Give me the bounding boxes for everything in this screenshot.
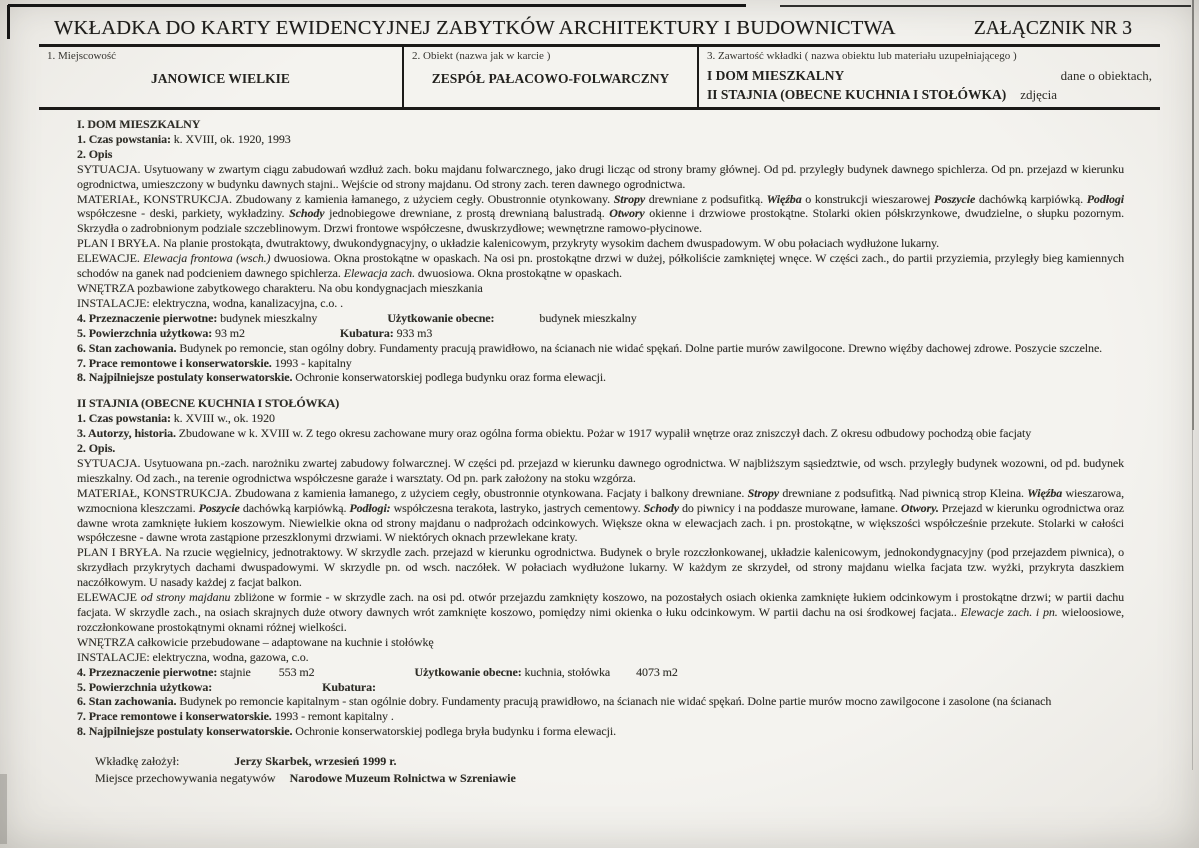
text-run: 1. Czas powstania:: [77, 131, 171, 146]
header-fields: [39, 47, 1160, 110]
field-zawartosc: [699, 47, 1160, 107]
text-run: Zbudowane w k. XVIII w. Z tego okresu zachowane mury oraz ogólna forma obiektu. Pożar w 1917 wypalił wnętrze oraz zniszczył dach. Z okresu odbudowy pochodzą obie facjaty: [175, 426, 1032, 441]
text-run: 8. Najpilniejsze postulaty konserwatorskie.: [77, 724, 293, 739]
text-run: Podłogi:: [349, 500, 391, 515]
scan-edge-artifact: [780, 5, 1191, 7]
section-1-heading: [77, 117, 1124, 132]
text-run: 7. Prace remontowe i konserwatorskie.: [77, 709, 272, 724]
field-label: 1. Miejscowość: [47, 50, 117, 62]
field-miejscowosc: [39, 47, 404, 107]
text-run: Budynek po remoncie kapitalnym - stan ogólnie dobry. Fundamenty pracują prawidłowo, na ścianach nie widać spękań. Dolne partie murów mocno zawilgocone i zasolone (na ścianach: [176, 694, 1052, 709]
scan-edge-artifact: [8, 4, 746, 7]
prace-remontowe-1: [77, 356, 1124, 371]
text-run: MATERIAŁ, KONSTRUKCJA. Zbudowany z kamienia łamanego, z użyciem cegły. Obustronnie otynkowany.: [77, 191, 614, 206]
text-run: wieloosiowe, rozczłonkowane prostokątnymi oknami różnej wielkości.: [77, 605, 1125, 634]
zawartosc-row-1: [707, 68, 1152, 84]
tab-spacer: [245, 336, 340, 337]
postulaty-2: [77, 724, 1124, 739]
text-run: Poszycie: [933, 191, 976, 206]
instalacje-1: [77, 296, 1124, 311]
text-run: SYTUACJA. Usytuowany w zwartym ciągu zabudowań wzdłuż zach. boku majdanu folwarcznego, jako drugi licząc od strony bramy głównej. Od pd. przyległy budynek dawnego spichlerza. Od pn. przejazd w kierunku ogrodnictwa, umieszczony w budynku dawnych stajni.. Wejście od strony majdanu. Od strony zach. teren dawnego ogrodnictwa.: [77, 161, 1124, 191]
text-run: wieszarowa, wzmocniona kleszczami.: [77, 485, 1124, 515]
text-run: budynek mieszkalny: [217, 310, 318, 325]
text-run: Więźba: [766, 191, 802, 206]
text-run: WNĘTRZA pozbawione zabytkowego charakteru. Na obu kondygnacjach mieszkania: [77, 280, 483, 295]
text-run: kuchnia, stołówka: [521, 664, 611, 679]
card-frame: [39, 0, 1160, 786]
text-run: 5. Powierzchnia użytkowa:: [77, 679, 213, 694]
text-run: 7. Prace remontowe i konserwatorskie.: [77, 355, 272, 370]
tab-spacer: [179, 764, 234, 765]
czas-powstania-1: [77, 132, 1124, 147]
text-run: Przejazd w kierunku ogrodnictwa oraz dawne wrota zamknięte łukiem koszowym. Niewielkie okna od strony majdanu o nadprożach odcinkowych. Większe okna w elewacjach zach. i pn. prostokątne, w większości współcześnie przekute. Stolarki w całości współczesne - dawne wrota zastąpione przeszklonymi drzwiami. W niektórych oknach przewlekane kraty.: [77, 500, 1124, 545]
text-run: do piwnicy i na poddasze murowane, łamane.: [678, 500, 901, 515]
text-run: 933 m3: [393, 325, 433, 340]
tab-spacer: [610, 675, 636, 676]
tab-spacer: [494, 321, 539, 322]
text-run: 6. Stan zachowania.: [77, 694, 177, 709]
text-run: II STAJNIA (OBECNE KUCHNIA I STOŁÓWKA): [77, 396, 340, 411]
text-run: Schody: [643, 500, 679, 515]
text-run: Kubatura:: [322, 679, 376, 694]
material-konstrukcja-2: [77, 486, 1124, 546]
powierzchnia-1: [77, 326, 1124, 341]
text-run: 4073 m2: [636, 664, 678, 679]
text-run: WNĘTRZA całkowicie przebudowane – adaptowane na kuchnie i stołówkę: [77, 634, 434, 649]
text-run: Stropy: [747, 485, 779, 500]
object-name: I DOM MIESZKALNY: [707, 68, 845, 83]
text-run: Narodowe Muzeum Rolnictwa w Szreniawie: [289, 770, 516, 785]
prace-remontowe-2: [77, 709, 1124, 724]
text-run: stajnie: [217, 664, 251, 679]
text-run: drewniane z podsufitką. Nad piwnicą strop Kleina.: [779, 485, 1028, 500]
plan-bryla-2: [77, 545, 1124, 590]
document-body: [77, 117, 1124, 739]
opis-2-heading: [77, 441, 1124, 456]
text-run: 1993 - remont kapitalny .: [271, 709, 394, 724]
text-run: Ochronie konserwatorskiej podlega bryła budynku i forma elewacji.: [292, 724, 617, 739]
plan-bryla-1: [77, 236, 1124, 251]
text-run: 6. Stan zachowania.: [77, 340, 177, 355]
document-footer: [95, 753, 1124, 786]
text-run: 2. Opis: [77, 146, 113, 161]
scan-edge-artifact: [0, 774, 7, 844]
text-run: 1. Czas powstania:: [77, 411, 171, 426]
page-title: WKŁADKA DO KARTY EWIDENCYJNEJ ZABYTKÓW ARCHITEKTURY I BUDOWNICTWA: [54, 17, 896, 39]
elewacje-2: [77, 590, 1124, 635]
text-run: Kubatura:: [339, 325, 394, 340]
text-run: Użytkowanie obecne:: [387, 310, 495, 325]
title-bar: [39, 0, 1160, 47]
postulaty-1: [77, 370, 1124, 385]
object-name: II STAJNIA (OBECNE KUCHNIA I STOŁÓWKA): [707, 87, 1007, 102]
footer-author: [95, 753, 1124, 770]
text-run: zbliżone w formie - w skrzydle zach. na osi pd. otwór przejazdu zamknięty koszowo, na pozostałych osiach okienka zamknięte łukiem odcinkowym i prostokątne drzwi; w partii dachu facjata. W skrzydle zach., na osiach skrajnych duże otwory dawnych wrót zamknięte koszowo, pomiędzy nimi okienka o łuku odcinkowym. W partii dachu na osi środkowej facjata..: [77, 590, 1124, 619]
text-run: 8. Najpilniejsze postulaty konserwatorskie.: [77, 370, 293, 385]
text-run: drewniane z podsufitką.: [645, 191, 767, 206]
text-run: INSTALACJE: elektryczna, wodna, gazowa, c.o.: [77, 649, 309, 664]
tab-spacer: [276, 781, 290, 782]
text-run: Otwory: [609, 206, 645, 221]
object-note: dane o obiektach,: [1060, 68, 1152, 83]
text-run: Elewacje zach. i pn.: [960, 605, 1058, 619]
material-konstrukcja-1: [77, 192, 1124, 237]
elewacje-1: [77, 251, 1124, 281]
scan-edge-artifact: [1192, 0, 1194, 430]
stan-zachowania-2: [77, 694, 1124, 709]
text-run: SYTUACJA. Usytuowana pn.-zach. narożniku zwartej zabudowy folwarcznej. W części pd. przejazd w kierunku dawnego ogrodnictwa. W najbliższym sąsiedztwie, od wsch. przyległy budynek wozowni, od pd. budynek mieszkalny. Od zach., na terenie ogrodnictwa współczesne garaże i warsztaty. Od pn. park założony na stoku wzgórza.: [77, 455, 1124, 485]
text-run: MATERIAŁ, KONSTRUKCJA. Zbudowana z kamienia łamanego, z użyciem cegły, obustronnie otynkowana. Facjaty i balkony drewniane.: [77, 485, 748, 500]
autorzy-historia-2: [77, 426, 1124, 441]
text-run: Elewacja zach.: [343, 266, 415, 281]
text-run: 553 m2: [278, 664, 315, 679]
field-value: ZESPÓŁ PAŁACOWO-FOLWARCZNY: [431, 71, 670, 86]
tab-spacer: [315, 675, 415, 676]
instalacje-2: [77, 650, 1124, 665]
text-run: 3. Autorzy, historia.: [77, 426, 176, 441]
text-run: dwuosiowa. Okna prostokątne w opaskach.: [414, 266, 622, 281]
text-run: 2. Opis.: [77, 441, 116, 456]
text-run: Otwory.: [900, 500, 939, 515]
text-run: dwuosiowa. Okna prostokątne w opaskach. Na osi pn. prostokątne drzwi w dużej, półkoliście zamkniętej wnęce. W części zach., do partii przyziemia, przyległy bieg kamiennych schodów na ganek nad podcieniem dawnego spichlerza.: [77, 251, 1124, 281]
text-run: Budynek po remoncie, stan ogólny dobry. Fundamenty pracują prawidłowo, na ścianach nie widać spękań. Dolne partie murów zawilgocone. Drewno więźby dachowej zdrowe. Poszycie szczelne.: [176, 340, 1103, 355]
text-run: Elewacja frontowa (wsch.): [143, 251, 271, 266]
text-run: Schody: [289, 206, 325, 221]
text-run: Jerzy Skarbek, wrzesień 1999 r.: [234, 754, 397, 769]
text-run: dachówką karpiówką.: [239, 500, 350, 515]
text-run: Podłogi: [1086, 191, 1124, 206]
tab-spacer: [317, 321, 387, 322]
text-run: jednobiegowe drewniane, z prostą drewnianą balustradą.: [324, 206, 610, 221]
text-run: 5. Powierzchnia użytkowa:: [77, 325, 213, 340]
tab-spacer: [251, 675, 279, 676]
text-run: 1993 - kapitalny: [271, 355, 352, 370]
field-label: 3. Zawartość wkładki ( nazwa obiektu lub materiału uzupełniającego ): [707, 50, 1017, 62]
text-run: Użytkowanie obecne:: [414, 664, 522, 679]
wnetrza-2: [77, 635, 1124, 650]
text-run: PLAN I BRYŁA. Na rzucie węgielnicy, jednotraktowy. W skrzydle zach. przejazd w kierunku ogrodnictwa. Budynek o bryle rozczłonkowanej, układzie kalenicowym, jednokondygnacyjny (pod przejazdem piwnica), o skrzydłach przykrytych dachami dwuspadowymi. W skrzydle pn. od wsch. naczółek. W połaciach wydłużone lukarny. W każdym ze skrzydeł, od strony majdanu wielka facjata tzw. wyżki, przykryta daszkiem naczółkowym. U nasady każdej z facjat balkon.: [77, 545, 1124, 590]
text-run: Miejsce przechowywania negatywów: [95, 770, 276, 785]
text-run: budynek mieszkalny: [539, 310, 637, 325]
scan-edge-artifact: [7, 5, 10, 39]
text-run: okienne i drzwiowe prostokątne. Stolarki okien półskrzynkowe, dwudzielne, o słupku pozornym. Skrzydła o zadrobnionym podziale szczeblinowym. Drzwi frontowe współczesne, dwuskrzydłowe; wewnętrzne ramowo-płycinowe.: [77, 206, 1124, 236]
text-run: od strony majdanu: [140, 590, 231, 605]
field-obiekt: [404, 47, 699, 107]
powierzchnia-2: [77, 680, 1124, 695]
text-run: PLAN I BRYŁA. Na planie prostokąta, dwutraktowy, dwukondygnacyjny, o układzie kalenicowym, przykryty wysokim dachem dwuspadowym. W obu połaciach wydłużone lukarny.: [77, 236, 940, 251]
czas-powstania-2: [77, 411, 1124, 426]
zawartosc-row-2: [707, 87, 1152, 103]
text-run: współczesne - deski, parkiety, wykładziny.: [77, 206, 290, 221]
text-run: Więźba: [1027, 485, 1063, 500]
text-run: ELEWACJE: [77, 590, 141, 605]
text-run: Stropy: [613, 191, 646, 206]
sytuacja-2: [77, 456, 1124, 486]
text-run: ELEWACJE.: [77, 251, 144, 266]
text-run: Poszycie: [198, 500, 240, 515]
field-label: 2. Obiekt (nazwa jak w karcie ): [412, 50, 551, 62]
text-run: k. XVIII w., ok. 1920: [170, 411, 275, 426]
text-run: o konstrukcji wieszarowej: [801, 191, 934, 206]
section-2-heading: [77, 396, 1124, 411]
text-run: 93 m2: [212, 325, 245, 340]
text-run: 4. Przeznaczenie pierwotne:: [77, 664, 218, 679]
text-run: 4. Przeznaczenie pierwotne:: [77, 310, 218, 325]
sytuacja-1: [77, 162, 1124, 192]
text-run: współczesna terakota, lastryko, jastrych cementowy.: [390, 500, 644, 515]
text-run: dachówką karpiówką.: [975, 191, 1087, 206]
text-run: Ochronie konserwatorskiej podlega budynku oraz forma elewacji.: [292, 370, 606, 385]
footer-negatives: [95, 770, 1124, 787]
scan-edge-artifact: [1192, 430, 1193, 770]
wnetrza-1: [77, 281, 1124, 296]
tab-spacer: [212, 690, 322, 691]
opis-1-heading: [77, 147, 1124, 162]
text-run: k. XVIII, ok. 1920, 1993: [170, 131, 291, 146]
object-note: zdjęcia: [1020, 87, 1058, 102]
attachment-label: ZAŁĄCZNIK NR 3: [973, 18, 1132, 39]
text-run: Wkładkę założył:: [95, 754, 180, 769]
przeznaczenie-1: [77, 311, 1124, 326]
text-run: INSTALACJE: elektryczna, wodna, kanalizacyjna, c.o. .: [77, 295, 343, 310]
field-value: JANOWICE WIELKIE: [151, 71, 290, 86]
stan-zachowania-1: [77, 341, 1124, 356]
text-run: I. DOM MIESZKALNY: [77, 117, 201, 131]
przeznaczenie-2: [77, 665, 1124, 680]
